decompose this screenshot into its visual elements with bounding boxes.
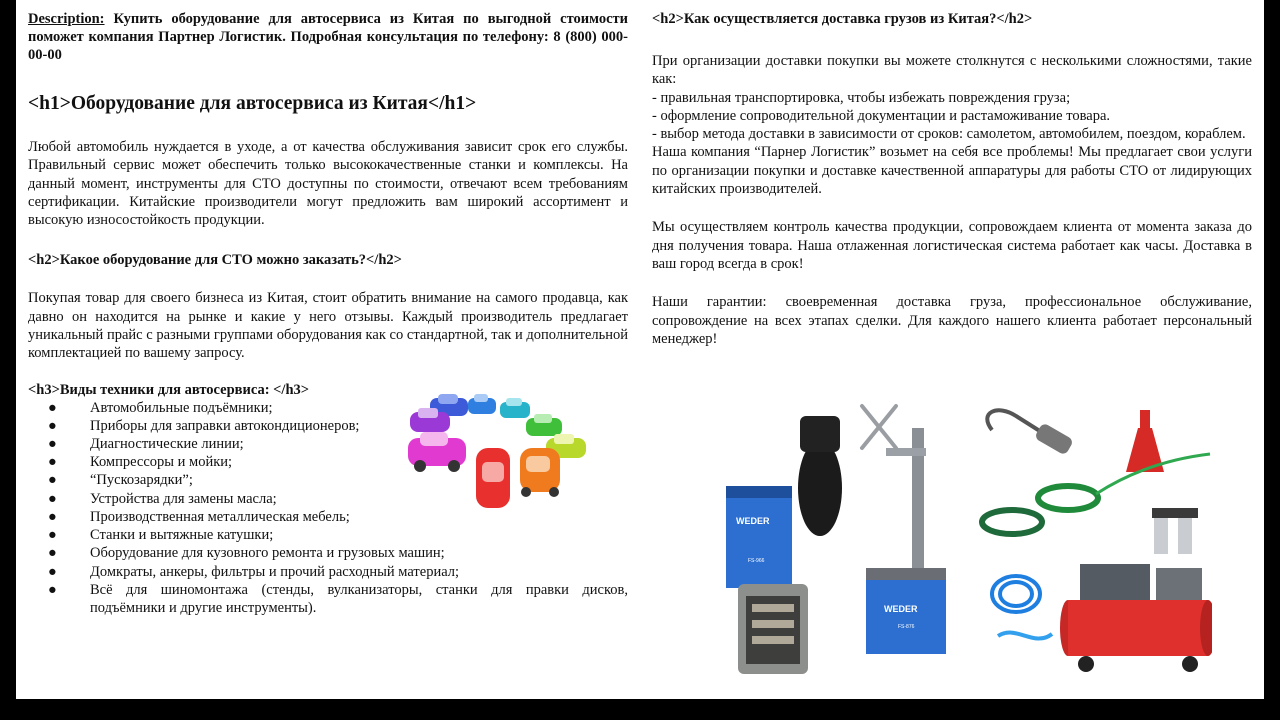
car-icon [520,448,560,497]
list-item: ● Станки и вытяжные катушки; [48,527,274,544]
section-heading-equipment: <h2>Какое оборудование для СТО можно заказать?</h2> [28,252,402,269]
delivery-difficulty: - правильная транспортировка, чтобы избежать повреждения груза; [652,89,1071,106]
delivery-company-offer: Наша компания “Парнер Логистик” возьмет на себя все проблемы! Мы предлагает свои услуги по организации покупки и доставке качественной аппаратуры для работы СТО от лидирующих китайских производителей. [652,144,1252,198]
bullet-icon: ● [48,527,57,544]
brand-label: WEDER [736,516,770,526]
car-icon [476,448,510,508]
bullet-icon: ● [48,508,57,525]
bullet-icon: ● [48,472,57,489]
coil-hose-icon [992,576,1052,639]
auto-equipment-image [716,398,1212,684]
car-icon [526,414,562,436]
list-item: ● Устройства для замены масла; [48,490,277,507]
document-page [16,0,1264,699]
wheel-balancer-icon [726,416,842,588]
delivery-intro: При организации доставки покупки вы можете столкнутся с несколькими сложностями, такие как: [652,53,1252,88]
list-item: ● Производственная металлическая мебель; [48,508,350,525]
intro-paragraph: Любой автомобиль нуждается в уходе, а от качества обслуживания зависит срок его службы. Правильный сервис может обеспечить только высококачественные станки и комплексы. На данный момент, инструменты для СТО доступны по стоимости, отвечают всем требованиям сертификации. Китайские производители могут предложить вам широкий ассортимент и высокую износостойкость продукции. [28,139,628,229]
car-icon [408,432,466,472]
air-compressor-icon [1060,564,1212,672]
jack-stand-icon [1126,410,1164,472]
list-item: ● Компрессоры и мойки; [48,454,233,471]
bullet-icon: ● [48,399,57,416]
section-heading-types: <h3>Виды техники для автосервиса: </h3> [28,381,310,398]
car-icon [500,398,530,418]
description-text: Купить оборудование для автосервиса из Китая по выгодной стоимости поможет компания Партнер Логистик. Подробная консультация по телефону: 8 (800) 000-00-00 [28,11,628,63]
model-label: FS-876 [898,624,915,630]
left-column [28,0,628,617]
bullet-icon: ● [48,417,57,434]
list-item: ● Приборы для заправки автокондиционеров; [48,417,360,434]
list-item: ● Диагностические линии; [48,436,244,453]
delivery-difficulty: - оформление сопроводительной документации и растаможивание товара. [652,107,1111,124]
cross-wrench-icon [862,406,896,448]
colorful-cars-image [408,392,608,520]
list-item: ● Домкраты, анкеры, фильтры и прочий расходный материал; [48,563,460,580]
bullet-icon: ● [48,563,57,580]
guarantees-paragraph: Наши гарантии: своевременная доставка груза, профессиональное обслуживание, сопровождение на всех этапах сделки. Для каждого нашего клиента работает персональный менеджер! [652,294,1252,347]
model-label: FS-966 [748,558,765,564]
car-icon [468,394,496,414]
tire-changer-icon [866,428,946,654]
list-item: ● Оборудование для кузовного ремонта и грузовых машин; [48,545,445,562]
bullet-icon: ● [48,581,57,598]
list-item: ● “Пускозарядки”; [48,472,193,489]
description-label: Description: [28,11,105,27]
page-title: <h1>Оборудование для автосервиса из Китая</h1> [28,93,477,114]
bullet-icon: ● [48,545,57,562]
inflator-gun-icon [987,410,1074,456]
delivery-difficulty: - выбор метода доставки в зависимости от сроков: самолетом, автомобилем, поездом, кораблем. [652,126,1246,143]
list-item: ● Всё для шиномонтажа (стенды, вулканизаторы, станки для правки дисков, подъёмники и другие инструменты). [48,581,628,616]
description [28,10,628,64]
brand-label: WEDER [884,604,918,614]
list-item: ● Автомобильные подъёмники; [48,399,273,416]
filter-regulator-icon [1152,508,1198,554]
bullet-icon: ● [48,436,57,453]
delivery-paragraph [652,52,1252,198]
equipment-paragraph: Покупая товар для своего бизнеса из Китая, стоит обратить внимание на самого продавца, как давно он находится на рынке и какие у него отзывы. Каждый производитель предлагает уникальный прайс с разными группами оборудования как со стандартной, так и дополнительной комплектацией по вашему запросу. [28,290,628,362]
quality-paragraph: Мы осуществляем контроль качества продукции, сопровождаем клиента от момента заказа до дня получения товара. Наша отлаженная логистическая система работает как часы. Доставка в ваш город всегда в срок! [652,219,1252,272]
tool-case-icon [738,584,808,674]
bullet-icon: ● [48,490,57,507]
right-column [652,0,1252,348]
section-heading-delivery: <h2>Как осуществляется доставка грузов из Китая?</h2> [652,11,1033,27]
bullet-icon: ● [48,454,57,471]
air-hose-icon [982,454,1210,534]
